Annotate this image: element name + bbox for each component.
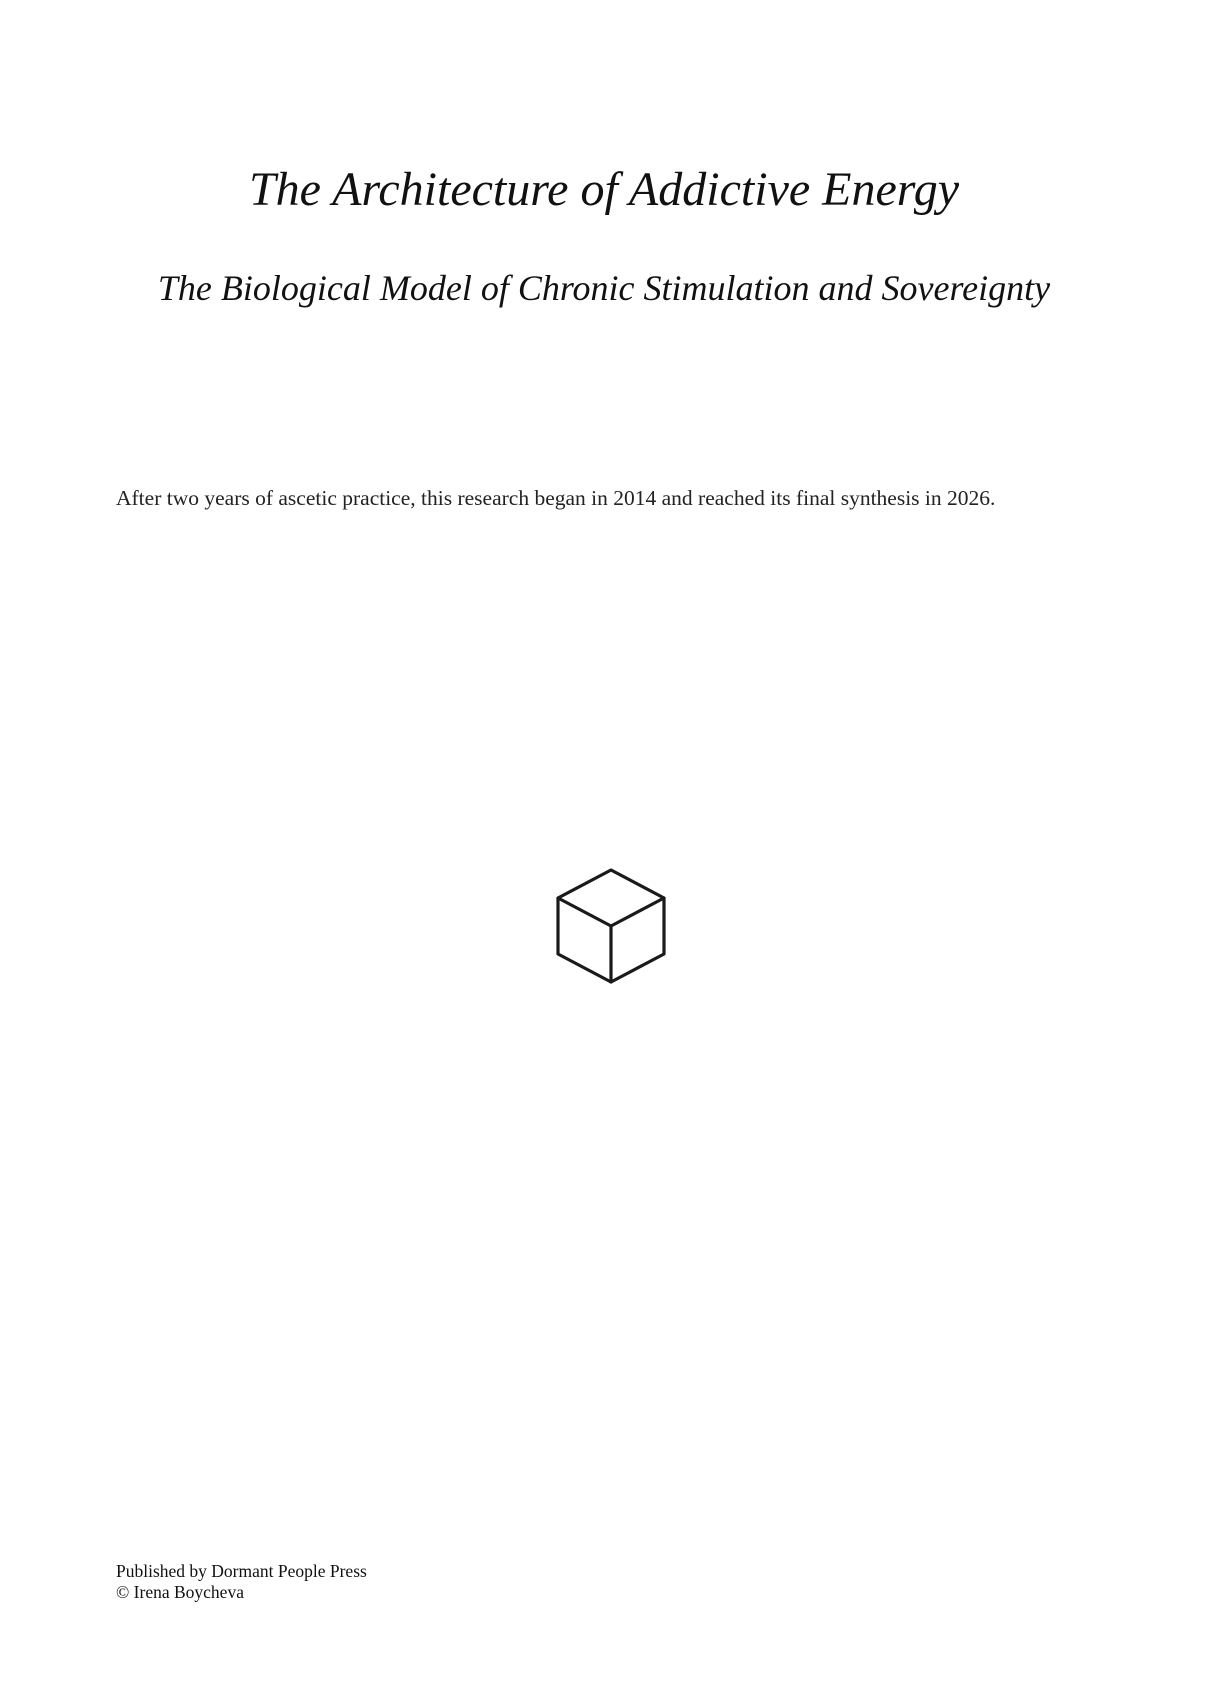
- publisher-footer: [116, 1561, 367, 1603]
- intro-paragraph: After two years of ascetic practice, this research began in 2014 and reached its final synthesis in 2026.: [116, 486, 996, 510]
- cube-icon: [553, 866, 669, 986]
- publisher-line: Published by Dormant People Press: [116, 1561, 367, 1581]
- page-subtitle: The Biological Model of Chronic Stimulation and Sovereignty: [157, 268, 1051, 308]
- copyright-line: © Irena Boycheva: [116, 1582, 244, 1602]
- page-title: The Architecture of Addictive Energy: [248, 163, 959, 216]
